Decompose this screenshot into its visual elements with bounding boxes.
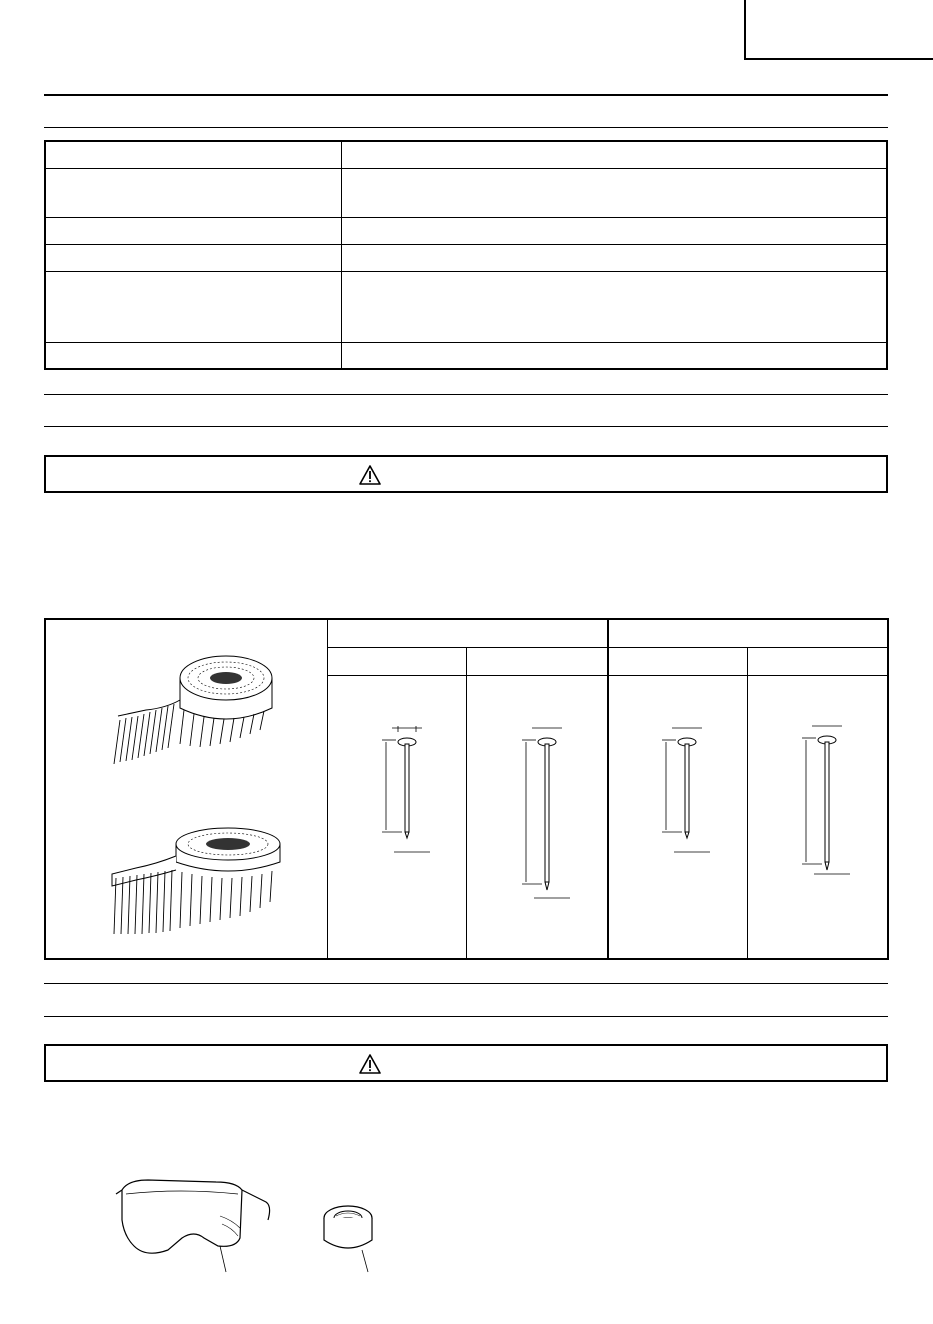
- nail-table-divider: [466, 647, 467, 958]
- section-rule-specifications: [44, 127, 888, 128]
- nail-table-row-divider: [327, 675, 887, 676]
- spec-row-divider: [46, 342, 886, 343]
- accessories-warning-box: [44, 1044, 888, 1082]
- nail-diagram-short: [376, 718, 436, 858]
- section-rule-top: [44, 94, 888, 96]
- nail-diagram-long: [516, 718, 576, 908]
- specifications-table: [44, 140, 888, 370]
- sheet-coil-nails-image: [106, 816, 306, 942]
- section-rule: [44, 394, 888, 395]
- wire-coil-nails-image: [106, 648, 306, 768]
- spec-row-divider: [46, 217, 886, 218]
- nail-table-divider: [747, 647, 748, 958]
- language-tab: [744, 0, 933, 60]
- nail-table-row-divider: [327, 647, 887, 648]
- warning-triangle-icon: [359, 465, 381, 485]
- nail-diagram-medium: [796, 718, 856, 884]
- nail-diagram-short-2: [656, 718, 716, 858]
- spec-row-divider: [46, 271, 886, 272]
- section-rule: [44, 426, 888, 427]
- section-rule: [44, 983, 888, 984]
- nail-table-divider: [607, 620, 609, 958]
- fasteners-warning-box: [44, 455, 888, 493]
- warning-triangle-icon: [359, 1054, 381, 1074]
- nozzle-cap-image: [314, 1200, 384, 1276]
- nail-table-divider: [327, 620, 328, 958]
- spec-column-divider: [341, 142, 342, 368]
- section-rule: [44, 1016, 888, 1017]
- nail-table: [44, 618, 889, 960]
- spec-row-divider: [46, 168, 886, 169]
- safety-glasses-image: [108, 1176, 278, 1276]
- spec-row-divider: [46, 244, 886, 245]
